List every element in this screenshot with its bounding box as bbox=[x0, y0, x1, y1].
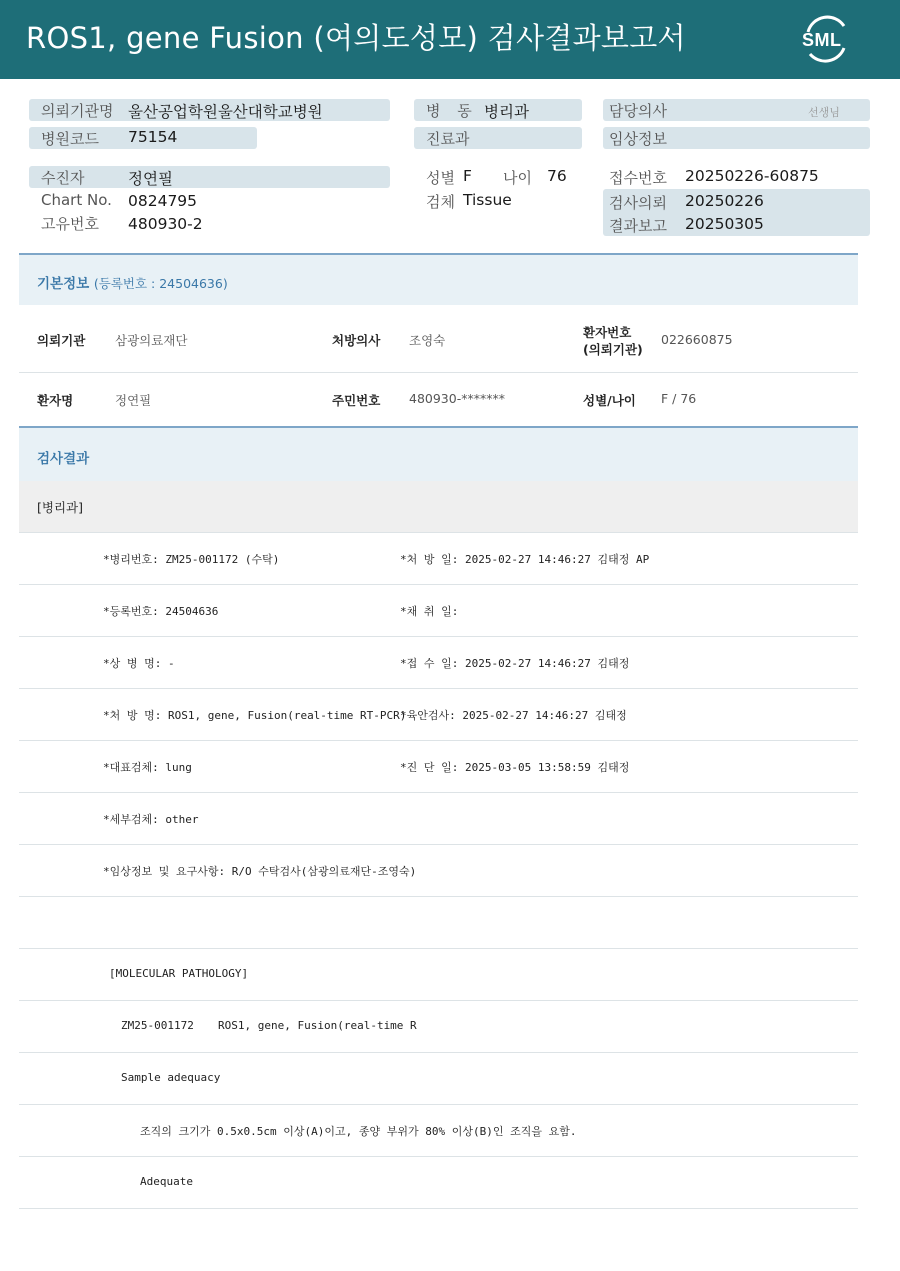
info-key-patient-number: 환자번호 bbox=[583, 325, 632, 340]
basic-info-section bbox=[19, 253, 858, 426]
info-key-doctor: 처방의사 bbox=[332, 333, 381, 348]
chart-value: 0824795 bbox=[128, 192, 198, 210]
department-row bbox=[19, 481, 858, 533]
request-date-label: 검사의뢰 bbox=[609, 194, 667, 212]
doctor-label: 담당의사 bbox=[609, 102, 667, 120]
basic-info-row-2 bbox=[19, 373, 858, 426]
result-right: *처 방 일: 2025-02-27 14:46:27 김태정 AP bbox=[400, 553, 650, 566]
institution-label: 의뢰기관명 bbox=[41, 102, 114, 120]
adequacy-label-row bbox=[19, 1053, 858, 1105]
adequacy-criteria: 조직의 크기가 0.5x0.5cm 이상(A)이고, 종양 부위가 80% 이상(B)인 조직을 요함. bbox=[140, 1125, 577, 1138]
info-key-institution: 의뢰기관 bbox=[37, 333, 86, 348]
department-name: [병리과] bbox=[37, 500, 83, 515]
report-header-bar bbox=[0, 0, 900, 79]
clinical-info-label: 임상정보 bbox=[609, 130, 667, 148]
result-left: *상 병 명: - bbox=[103, 657, 175, 670]
specimen-value: Tissue bbox=[463, 191, 512, 209]
result-left: *대표검체: lung bbox=[103, 761, 192, 774]
info-key-patient-number-sub: (의뢰기관) bbox=[583, 342, 643, 357]
result-right: *채 취 일: bbox=[400, 605, 459, 618]
unique-number-value: 480930-2 bbox=[128, 215, 203, 233]
molecular-heading: [MOLECULAR PATHOLOGY] bbox=[109, 967, 249, 980]
result-row-3 bbox=[19, 637, 858, 689]
info-key-sex-age: 성별/나이 bbox=[583, 393, 636, 408]
report-date-label: 결과보고 bbox=[609, 217, 667, 235]
adequacy-result: Adequate bbox=[140, 1175, 193, 1188]
result-row-5 bbox=[19, 741, 858, 793]
basic-info-heading bbox=[19, 253, 858, 305]
adequacy-criteria-row bbox=[19, 1105, 858, 1157]
ward-label: 병 동 bbox=[426, 102, 478, 120]
hospital-code-label: 병원코드 bbox=[41, 130, 99, 148]
info-value-patient-name: 정연필 bbox=[115, 393, 152, 408]
department-label: 진료과 bbox=[426, 130, 470, 148]
info-value-sex-age: F / 76 bbox=[661, 391, 697, 406]
ward-value: 병리과 bbox=[484, 103, 529, 121]
basic-info-row-1 bbox=[19, 305, 858, 373]
chart-label: Chart No. bbox=[41, 191, 112, 209]
result-row-4 bbox=[19, 689, 858, 741]
result-row-1 bbox=[19, 533, 858, 585]
sex-value: F bbox=[463, 167, 472, 185]
info-key-resident-number: 주민번호 bbox=[332, 393, 381, 408]
result-right: *진 단 일: 2025-03-05 13:58:59 김태정 bbox=[400, 761, 630, 774]
sml-logo bbox=[798, 12, 854, 66]
receipt-value: 20250226-60875 bbox=[685, 167, 819, 185]
results-section bbox=[19, 426, 858, 1209]
svg-text:SML: SML bbox=[802, 30, 842, 50]
institution-value: 울산공업학원울산대학교병원 bbox=[128, 103, 323, 121]
hospital-code-value: 75154 bbox=[128, 128, 178, 146]
info-value-institution: 삼광의료재단 bbox=[115, 333, 188, 348]
molecular-heading-row bbox=[19, 949, 858, 1001]
result-left: *등록번호: 24504636 bbox=[103, 605, 219, 618]
age-value: 76 bbox=[547, 167, 567, 185]
result-row-7 bbox=[19, 845, 858, 897]
results-title: 검사결과 bbox=[37, 451, 90, 467]
report-date-value: 20250305 bbox=[685, 215, 764, 233]
doctor-suffix: 선생님 bbox=[808, 106, 840, 119]
results-heading bbox=[19, 426, 858, 481]
info-value-resident-number: 480930-******* bbox=[409, 391, 505, 406]
result-row-blank bbox=[19, 897, 858, 949]
age-label: 나이 bbox=[503, 169, 532, 187]
case-number: ZM25-001172 bbox=[121, 1019, 194, 1032]
registration-number: (등록번호 : 24504636) bbox=[93, 276, 228, 291]
result-right: *접 수 일: 2025-02-27 14:46:27 김태정 bbox=[400, 657, 630, 670]
result-right: *육안검사: 2025-02-27 14:46:27 김태정 bbox=[400, 709, 627, 722]
specimen-label: 검체 bbox=[426, 193, 455, 211]
unique-number-label: 고유번호 bbox=[41, 215, 99, 233]
case-test: ROS1, gene, Fusion(real-time R bbox=[218, 1019, 417, 1032]
result-left: *임상정보 및 요구사항: R/O 수탁검사(삼광의료재단-조영숙) bbox=[103, 865, 417, 878]
sex-label: 성별 bbox=[426, 169, 455, 187]
result-row-6 bbox=[19, 793, 858, 845]
result-left: *병리번호: ZM25-001172 (수탁) bbox=[103, 553, 280, 566]
case-row bbox=[19, 1001, 858, 1053]
report-title: ROS1, gene Fusion (여의도성모) 검사결과보고서 bbox=[26, 21, 686, 55]
request-date-value: 20250226 bbox=[685, 192, 764, 210]
result-row-2 bbox=[19, 585, 858, 637]
receipt-label: 접수번호 bbox=[609, 169, 667, 187]
adequacy-result-row bbox=[19, 1157, 858, 1209]
result-left: *처 방 명: ROS1, gene, Fusion(real-time RT-PCR) bbox=[103, 709, 407, 722]
info-value-patient-number: 022660875 bbox=[661, 332, 733, 347]
basic-info-title: 기본정보 bbox=[37, 276, 90, 292]
patient-value: 정연필 bbox=[128, 170, 173, 188]
adequacy-label: Sample adequacy bbox=[121, 1071, 221, 1084]
patient-label: 수진자 bbox=[41, 169, 85, 187]
info-key-patient-name: 환자명 bbox=[37, 393, 74, 408]
result-left: *세부검체: other bbox=[103, 813, 199, 826]
info-value-doctor: 조영숙 bbox=[409, 333, 446, 348]
